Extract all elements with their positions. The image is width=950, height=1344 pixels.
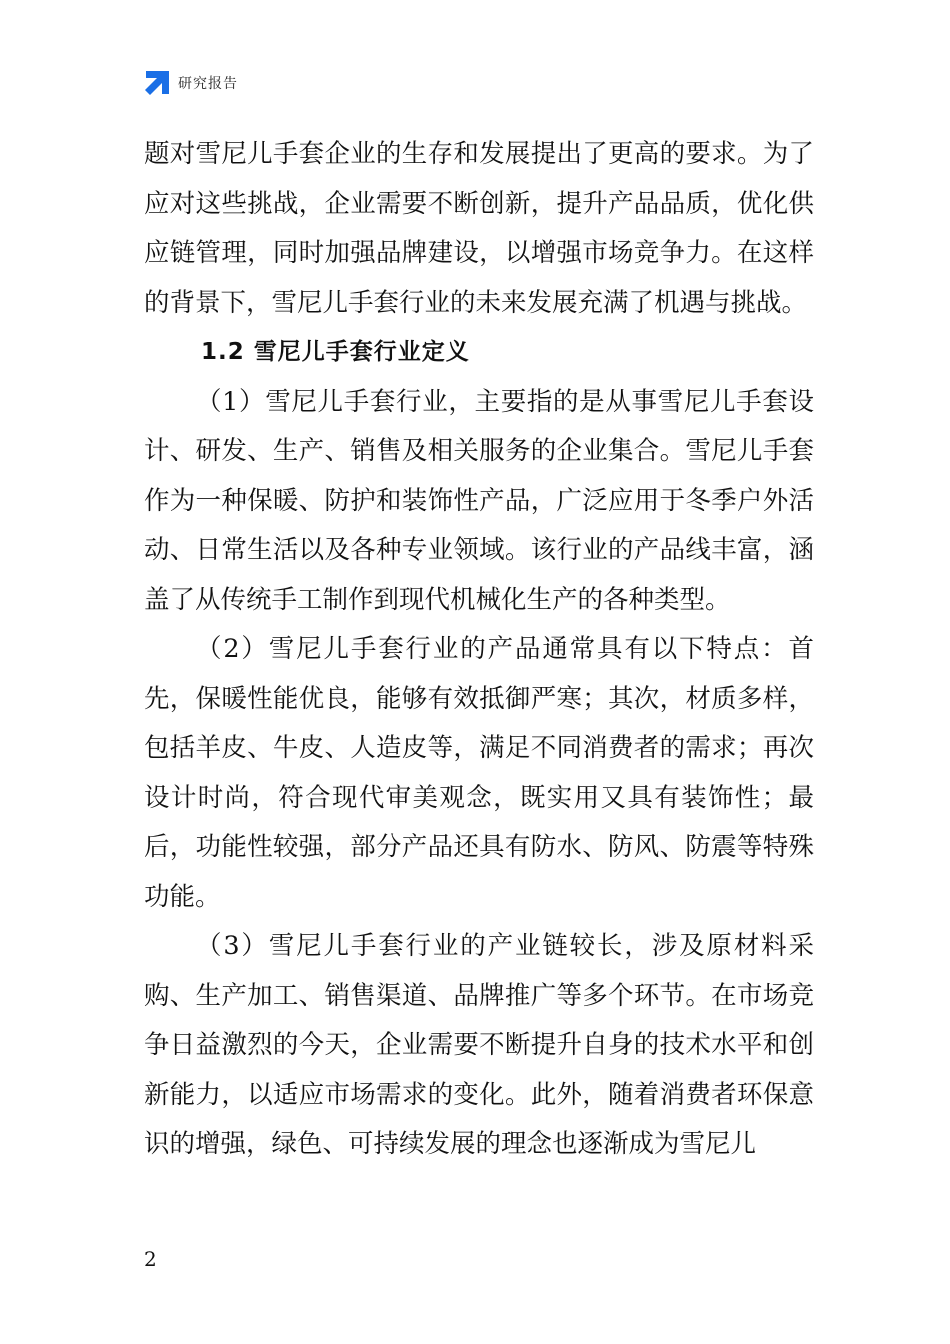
paragraph-definition-2: （2）雪尼儿手套行业的产品通常具有以下特点：首先，保暖性能优良，能够有效抵御严寒；其次，材质多样，包括羊皮、牛皮、人造皮等，满足不同消费者的需求；再次设计时尚，符合现代审美观念，既实用又具有装饰性；最后，功能性较强，部分产品还具有防水、防风、防震等特殊功能。 xyxy=(144,634,814,912)
arrow-up-right-logo-icon xyxy=(144,70,170,96)
page-header xyxy=(144,70,238,96)
paragraph-definition-3: （3）雪尼儿手套行业的产业链较长，涉及原材料采购、生产加工、销售渠道、品牌推广等多个环节。在市场竞争日益激烈的今天，企业需要不断提升自身的技术水平和创新能力，以适应市场需求的变化。此外，随着消费者环保意识的增强，绿色、可持续发展的理念也逐渐成为雪尼儿 xyxy=(144,931,814,1159)
report-header-title: 研究报告 xyxy=(178,76,238,92)
paragraph-definition-1: （1）雪尼儿手套行业，主要指的是从事雪尼儿手套设计、研发、生产、销售及相关服务的企业集合。雪尼儿手套作为一种保暖、防护和装饰性产品，广泛应用于冬季户外活动、日常生活以及各种专业领域。该行业的产品线丰富，涵盖了从传统手工制作到现代机械化生产的各种类型。 xyxy=(144,386,814,615)
document-body xyxy=(144,130,814,1170)
paragraph-intro-continuation: 题对雪尼儿手套企业的生存和发展提出了更高的要求。为了应对这些挑战，企业需要不断创新，提升产品品质，优化供应链管理，同时加强品牌建设，以增强市场竞争力。在这样的背景下，雪尼儿手套行业的未来发展充满了机遇与挑战。 xyxy=(144,139,814,318)
section-heading: 1.2 雪尼儿手套行业定义 xyxy=(201,339,470,365)
page-number: 2 xyxy=(144,1247,157,1271)
